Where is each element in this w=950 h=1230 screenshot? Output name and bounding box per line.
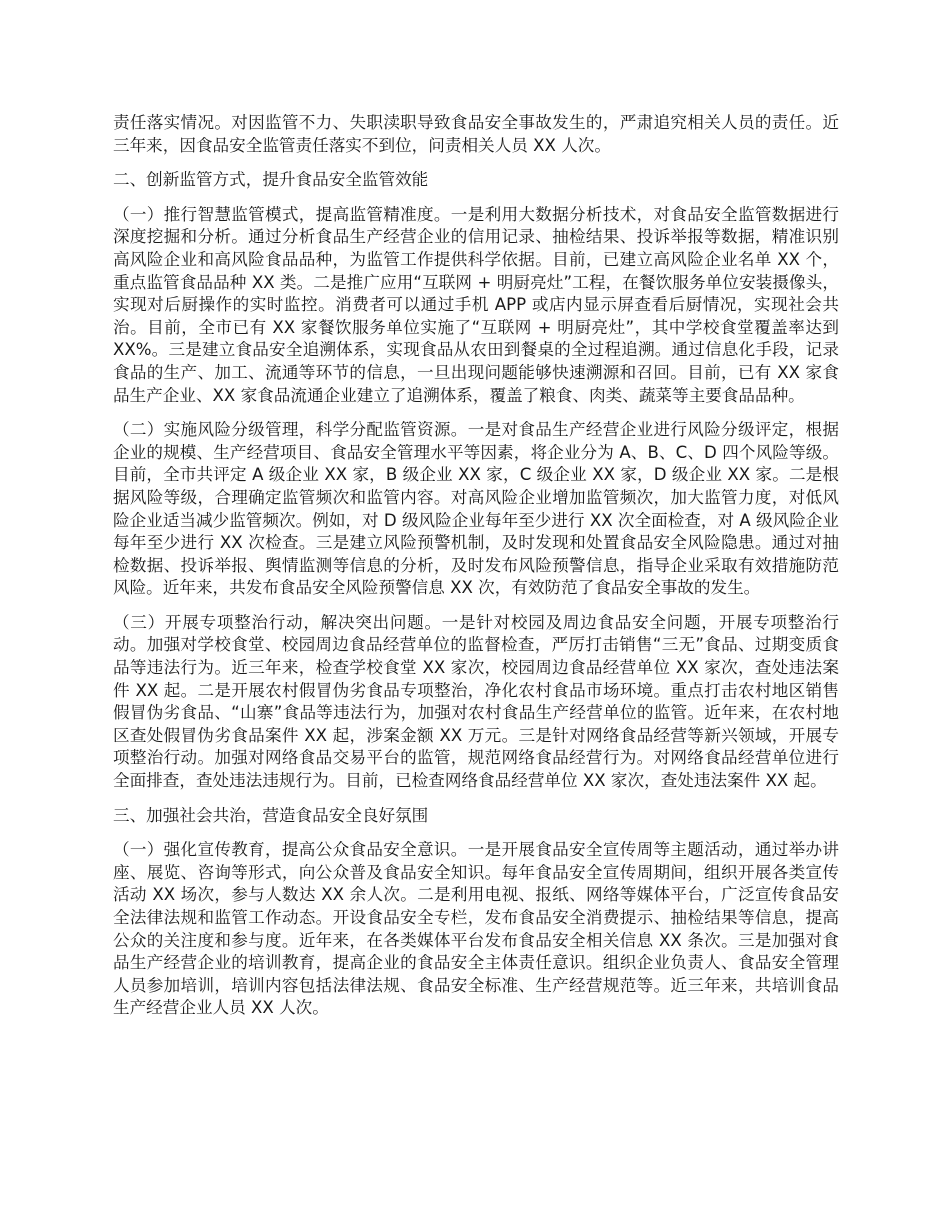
paragraph-publicity-education: （一）强化宣传教育，提高公众食品安全意识。一是开展食品安全宣传周等主题活动，通过举办讲座、展览、咨询等形式，向公众普及食品安全知识。每年食品安全宣传周期间，组织开展各类宣传活动 XX 场次，参与人数达 XX 余人次。二是利用电视、报纸、网络等媒体平台，广泛宣传食品安全法律法规和监管工作动态。开设食品安全专栏，发布食品安全消费提示、抽检结果等信息，提高公众的关注度和参与度。近年来，在各类媒体平台发布食品安全相关信息 XX 条次。三是加强对食品生产经营企业的培训教育，提高企业的食品安全主体责任意识。组织企业负责人、食品安全管理人员参加培训，培训内容包括法律法规、食品安全标准、生产经营规范等。近三年来，共培训食品生产经营企业人员 XX 人次。 [113, 840, 839, 1018]
document-body [113, 112, 839, 1032]
section-heading-2: 二、创新监管方式，提升食品安全监管效能 [113, 170, 429, 190]
paragraph-risk-grading: （二）实施风险分级管理，科学分配监管资源。一是对食品生产经营企业进行风险分级评定，根据企业的规模、生产经营项目、食品安全管理水平等因素，将企业分为 A、B、C、D 四个风险等级。目前，全市共评定 A 级企业 XX 家，B 级企业 XX 家，C 级企业 XX 家，D 级企业 XX 家。二是根据风险等级，合理确定监管频次和监管内容。对高风险企业增加监管频次，加大监管力度，对低风险企业适当减少监管频次。例如，对 D 级风险企业每年至少进行 XX 次全面检查，对 A 级风险企业每年至少进行 XX 次检查。三是建立风险预警机制，及时发现和处置食品安全风险隐患。通过对抽检数据、投诉举报、舆情监测等信息的分析，及时发布风险预警信息，指导企业采取有效措施防范风险。近年来，共发布食品安全风险预警信息 XX 次，有效防范了食品安全事故的发生。 [113, 420, 839, 598]
section-heading-3: 三、加强社会共治，营造食品安全良好氛围 [113, 805, 429, 825]
paragraph-responsibility-end: 责任落实情况。对因监管不力、失职渎职导致食品安全事故发生的，严肃追究相关人员的责任。近三年来，因食品安全监管责任落实不到位，问责相关人员 XX 人次。 [113, 113, 839, 155]
paragraph-smart-supervision: （一）推行智慧监管模式，提高监管精准度。一是利用大数据分析技术，对食品安全监管数据进行深度挖掘和分析。通过分析食品生产经营企业的信用记录、抽检结果、投诉举报等数据，精准识别高风险企业和高风险食品品种，为监管工作提供科学依据。目前，已建立高风险企业名单 XX 个，重点监管食品品种 XX 类。二是推广应用“互联网 + 明厨亮灶”工程，在餐饮服务单位安装摄像头，实现对后厨操作的实时监控。消费者可以通过手机 APP 或店内显示屏查看后厨情况，实现社会共治。目前，全市已有 XX 家餐饮服务单位实施了“互联网 + 明厨亮灶”，其中学校食堂覆盖率达到 XX%。三是建立食品安全追溯体系，实现食品从农田到餐桌的全过程追溯。通过信息化手段，记录食品的生产、加工、流通等环节的信息，一旦出现问题能够快速溯源和召回。目前，已有 XX 家食品生产企业、XX 家食品流通企业建立了追溯体系，覆盖了粮食、肉类、蔬菜等主要食品品种。 [113, 204, 839, 405]
paragraph-special-rectification: （三）开展专项整治行动，解决突出问题。一是针对校园及周边食品安全问题，开展专项整治行动。加强对学校食堂、校园周边食品经营单位的监督检查，严厉打击销售“三无”食品、过期变质食品等违法行为。近三年来，检查学校食堂 XX 家次，校园周边食品经营单位 XX 家次，查处违法案件 XX 起。二是开展农村假冒伪劣食品专项整治，净化农村食品市场环境。重点打击农村地区销售假冒伪劣食品、“山寨”食品等违法行为，加强对农村食品生产经营单位的监管。近年来，在农村地区查处假冒伪劣食品案件 XX 起，涉案金额 XX 万元。三是针对网络食品经营等新兴领域，开展专项整治行动。加强对网络食品交易平台的监管，规范网络食品经营行为。对网络食品经营单位进行全面排查，查处违法违规行为。目前，已检查网络食品经营单位 XX 家次，查处违法案件 XX 起。 [113, 612, 839, 791]
